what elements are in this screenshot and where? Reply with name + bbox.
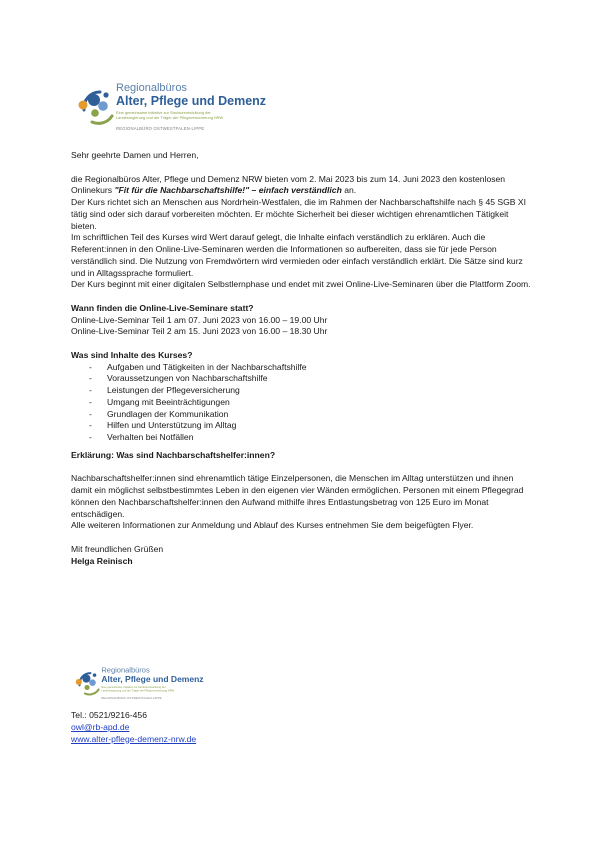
- bullet-dash: -: [89, 361, 92, 372]
- signature: Helga Reinisch: [71, 555, 133, 566]
- topic-text: Grundlagen der Kommunikation: [107, 408, 229, 419]
- bullet-dash: -: [89, 420, 92, 431]
- topic-text: Verhalten bei Notfällen: [107, 432, 194, 442]
- logo-subtitle-line1: Eine gemeinsame Initiative zur Strukturentwicklung der: [101, 686, 166, 690]
- list-item: [71, 362, 531, 374]
- logo-main-title: Alter, Pflege und Demenz: [116, 94, 267, 108]
- seminar-heading: Wann finden die Online-Live-Seminare statt?: [71, 302, 254, 313]
- signature-logo: [70, 663, 220, 705]
- bullet-dash: -: [89, 373, 92, 384]
- bullet-dash: -: [89, 432, 92, 442]
- list-item: [71, 409, 531, 421]
- list-item: [71, 397, 531, 409]
- topic-text: Hilfen und Unterstützung im Alltag: [107, 420, 237, 431]
- topic-text: Leistungen der Pflegeversicherung: [107, 385, 240, 395]
- seminar-date-1: Online-Live-Seminar Teil 1 am 07. Juni 2023 von 16.00 – 19.00 Uhr: [71, 314, 328, 325]
- bullet-dash: -: [89, 396, 92, 407]
- contact-block: [71, 710, 196, 745]
- logo-title: Regionalbüros: [101, 665, 150, 675]
- topic-text: Voraussetzungen von Nachbarschaftshilfe: [107, 373, 268, 384]
- letter-body: [71, 150, 531, 567]
- email-link[interactable]: owl@rb-apd.de: [71, 721, 130, 732]
- intro-text-end: an.: [341, 185, 357, 196]
- phone-number: Tel.: 0521/9216-456: [71, 710, 147, 720]
- topic-text: Umgang mit Beeinträchtigungen: [107, 396, 230, 407]
- website-link[interactable]: www.alter-pflege-demenz-nrw.de: [71, 733, 197, 744]
- logo-subtitle-line1: Eine gemeinsame Initiative zur Strukturentwicklung der: [116, 110, 211, 115]
- content-heading: Was sind Inhalte des Kurses?: [71, 349, 193, 360]
- language-paragraph: Im schriftlichen Teil des Kurses wird Wert darauf gelegt, die Inhalte einfach verständlich zu erklären. Auch die Referent:innen in den Online-Live-Seminaren werden die Informationen so aufbereiten, dass sie für jede Person verständlich sind. Die Nutzung von Fremdwörtern wird vermieden oder einfach verständlich erklärt. Die Sätze sind kurz und in Alltagssprache formuliert.: [71, 232, 523, 278]
- list-item: [71, 373, 531, 385]
- seminar-date-2: Online-Live-Seminar Teil 2 am 15. Juni 2023 von 16.00 – 18.30 Uhr: [71, 326, 328, 337]
- bullet-dash: -: [89, 385, 92, 395]
- salutation: Sehr geehrte Damen und Herren,: [71, 150, 199, 160]
- closing: Mit freundlichen Grüßen: [71, 543, 164, 554]
- bullet-dash: -: [89, 408, 92, 419]
- intro-paragraph: [71, 174, 531, 198]
- logo-region: REGIONALBÜRO OSTWESTFALEN-LIPPE: [116, 126, 205, 131]
- logo-main-title: Alter, Pflege und Demenz: [101, 673, 204, 684]
- explanation-heading: Erklärung: Was sind Nachbarschaftshelfer:innen?: [71, 449, 276, 460]
- regionalbueros-logo: [70, 78, 290, 138]
- explanation-paragraph: Nachbarschaftshelfer:innen sind ehrenamtlich tätige Einzelpersonen, die Menschen im Alltag unterstützen und ihnen damit ein möglichst selbstbestimmtes Leben in den eigenen vier Wänden ermöglichen. Personen mit einem Pflegegrad können den Nachbarschaftshelfer:innen den Aufwand mithilfe ihres Entlastungsbetrag von 125 Euro im Monat entschädigen.: [71, 473, 524, 519]
- topic-text: Aufgaben und Tätigkeiten in der Nachbarschaftshilfe: [107, 361, 307, 372]
- target-group-paragraph: Der Kurs richtet sich an Menschen aus Nordrhein-Westfalen, die im Rahmen der Nachbarschaftshilfe nach § 45 SGB XI tätig sind oder sich darauf vorbereiten möchten. Er möchte Sicherheit bei dieser wichtigen ehrenamtlichen Tätigkeit bieten.: [71, 197, 527, 231]
- logo-region: REGIONALBÜRO OSTWESTFALEN-LIPPE: [101, 696, 162, 700]
- logo-subtitle-line2: Landesregierung und der Träger der Pflegeversicherung NRW: [116, 115, 224, 120]
- list-item: [71, 420, 531, 432]
- info-paragraph: Alle weiteren Informationen zur Anmeldung und Ablauf des Kurses entnehmen Sie dem beigefügten Flyer.: [71, 520, 474, 531]
- list-item: [71, 432, 531, 444]
- intro-text: die Regionalbüros Alter, Pflege und Demenz NRW bieten vom 2. Mai 2023 bis zum 14. Juni 2023 den kostenlosen Onlinekurs: [71, 173, 506, 196]
- course-name: "Fit für die Nachbarschaftshilfe!" – einfach verständlich: [114, 185, 342, 196]
- course-structure-paragraph: Der Kurs beginnt mit einer digitalen Selbstlernphase und endet mit zwei Online-Live-Seminaren über die Plattform Zoom.: [71, 279, 531, 290]
- logo-mark-icon: [79, 92, 113, 123]
- logo-title: Regionalbüros: [116, 82, 187, 94]
- topic-list: [71, 362, 531, 444]
- list-item: [71, 385, 531, 397]
- logo-subtitle-line2: Landesregierung und der Träger der Pflegeversicherung NRW: [101, 689, 175, 693]
- logo-mark-icon: [76, 673, 99, 694]
